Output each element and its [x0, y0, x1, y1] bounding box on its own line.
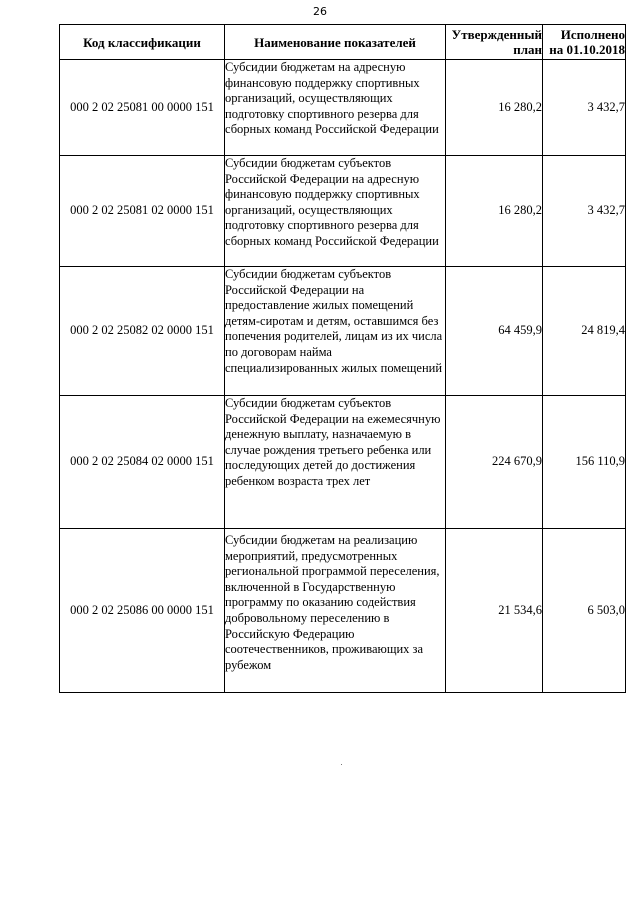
row-done: 3 432,7 — [543, 156, 626, 267]
scan-speck — [341, 764, 342, 765]
table-row — [60, 156, 626, 267]
row-name: Субсидии бюджетам субъектов Российской Федерации на адресную финансовую поддержку спортивных организаций, осуществляющих подготовку спортивного резерва для сборных команд Российской Федерации — [225, 156, 446, 267]
header-plan — [446, 25, 543, 60]
row-done: 24 819,4 — [543, 267, 626, 396]
row-name: Субсидии бюджетам субъектов Российской Федерации на предоставление жилых помещений детям-сиротам и детям, оставшимся без попечения родителей, лицам из их числа по договорам найма специализированных жилых помещений — [225, 267, 446, 396]
header-done-line1: Исполнено — [560, 27, 625, 42]
row-plan: 16 280,2 — [446, 156, 543, 267]
table-row — [60, 60, 626, 156]
row-code: 000 2 02 25082 02 0000 151 — [60, 267, 225, 396]
header-done — [543, 25, 626, 60]
row-done: 6 503,0 — [543, 529, 626, 693]
row-plan: 16 280,2 — [446, 60, 543, 156]
row-plan: 64 459,9 — [446, 267, 543, 396]
header-code: Код классификации — [60, 25, 225, 60]
row-plan: 21 534,6 — [446, 529, 543, 693]
header-name: Наименование показателей — [225, 25, 446, 60]
header-plan-line2: план — [513, 42, 542, 57]
row-code: 000 2 02 25086 00 0000 151 — [60, 529, 225, 693]
table-row — [60, 396, 626, 529]
table-header-row — [60, 25, 626, 60]
row-code: 000 2 02 25081 02 0000 151 — [60, 156, 225, 267]
page-number: 26 — [313, 5, 327, 18]
row-plan: 224 670,9 — [446, 396, 543, 529]
header-plan-line1: Утвержденный — [451, 27, 542, 42]
table-row — [60, 267, 626, 396]
budget-table — [59, 24, 626, 693]
row-name: Субсидии бюджетам субъектов Российской Федерации на ежемесячную денежную выплату, назначаемую в случае рождения третьего ребенка или последующих детей до достижения ребенком возраста трех лет — [225, 396, 446, 529]
row-done: 3 432,7 — [543, 60, 626, 156]
row-code: 000 2 02 25084 02 0000 151 — [60, 396, 225, 529]
row-name: Субсидии бюджетам на адресную финансовую поддержку спортивных организаций, осуществляющих подготовку спортивного резерва для сборных команд Российской Федерации — [225, 60, 446, 156]
row-code: 000 2 02 25081 00 0000 151 — [60, 60, 225, 156]
header-done-line2: на 01.10.2018 — [549, 42, 625, 57]
row-done: 156 110,9 — [543, 396, 626, 529]
row-name: Субсидии бюджетам на реализацию мероприятий, предусмотренных региональной программой переселения, включенной в Государственную программу по оказанию содействия добровольному переселению в Российскую Федерацию соотечественников, проживающих за рубежом — [225, 529, 446, 693]
table-row — [60, 529, 626, 693]
